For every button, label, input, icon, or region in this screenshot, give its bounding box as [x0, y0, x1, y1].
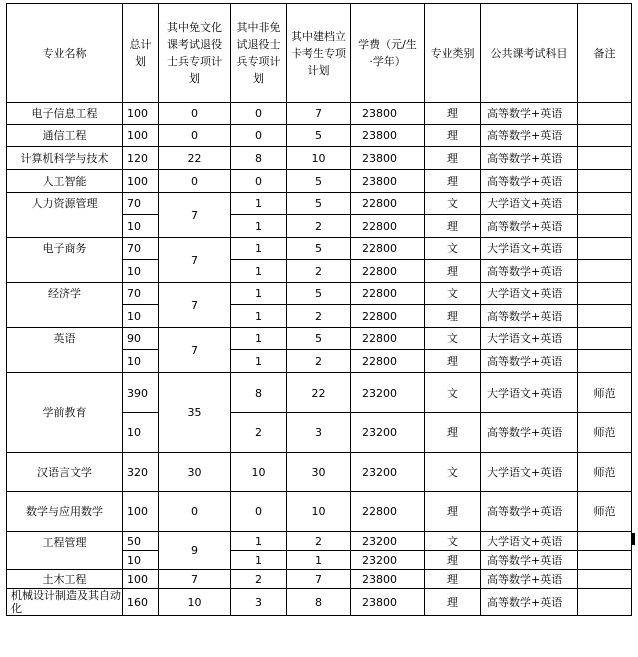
nonexempt-plan: 10: [231, 453, 287, 492]
exempt-plan: 9: [159, 532, 231, 570]
category: 理: [425, 103, 481, 125]
category: 理: [425, 350, 481, 373]
total-plan: 10: [123, 215, 159, 238]
poverty-plan: 10: [287, 492, 351, 532]
table-row: [7, 283, 632, 305]
category: 理: [425, 305, 481, 328]
tuition-fee: 22800: [351, 238, 425, 260]
tuition-fee: 22800: [351, 260, 425, 283]
major-name: 机械设计制造及其自动化: [7, 589, 123, 616]
exempt-plan: 10: [159, 589, 231, 616]
tuition-fee: 22800: [351, 305, 425, 328]
nonexempt-plan: 1: [231, 238, 287, 260]
tuition-fee: 23800: [351, 125, 425, 147]
total-plan: 100: [123, 170, 159, 193]
remark: [578, 238, 632, 260]
poverty-plan: 5: [287, 125, 351, 147]
major-name: 数学与应用数学: [7, 492, 123, 532]
nonexempt-plan: 1: [231, 305, 287, 328]
header-category: 专业类别: [425, 4, 481, 103]
major-name: 人工智能: [7, 170, 123, 193]
exam-subjects: 大学语文+英语: [481, 193, 578, 215]
header-total: 总计划: [123, 4, 159, 103]
total-plan: 70: [123, 238, 159, 260]
total-plan: 10: [123, 350, 159, 373]
major-name: 电子商务: [7, 238, 123, 283]
remark: [578, 328, 632, 350]
poverty-plan: 7: [287, 570, 351, 589]
table-row: [7, 589, 632, 616]
tuition-fee: 23200: [351, 373, 425, 413]
total-plan: 50: [123, 532, 159, 551]
category: 理: [425, 147, 481, 170]
total-plan: 100: [123, 492, 159, 532]
category: 理: [425, 215, 481, 238]
remark: [578, 350, 632, 373]
remark: [578, 260, 632, 283]
exempt-plan: 30: [159, 453, 231, 492]
nonexempt-plan: 1: [231, 551, 287, 570]
tuition-fee: 22800: [351, 492, 425, 532]
poverty-plan: 2: [287, 260, 351, 283]
header-exempt: 其中免文化课考试退役士兵专项计划: [159, 4, 231, 103]
nonexempt-plan: 1: [231, 215, 287, 238]
category: 文: [425, 373, 481, 413]
category: 理: [425, 125, 481, 147]
exam-subjects: 高等数学+英语: [481, 103, 578, 125]
category: 理: [425, 570, 481, 589]
poverty-plan: 1: [287, 551, 351, 570]
total-plan: 320: [123, 453, 159, 492]
exempt-plan: 7: [159, 283, 231, 328]
table-row: [7, 453, 632, 492]
exam-subjects: 大学语文+英语: [481, 532, 578, 551]
tuition-fee: 22800: [351, 215, 425, 238]
tuition-fee: 22800: [351, 283, 425, 305]
nonexempt-plan: 1: [231, 283, 287, 305]
exam-subjects: 高等数学+英语: [481, 147, 578, 170]
category: 理: [425, 492, 481, 532]
poverty-plan: 7: [287, 103, 351, 125]
poverty-plan: 2: [287, 305, 351, 328]
nonexempt-plan: 1: [231, 193, 287, 215]
exam-subjects: 高等数学+英语: [481, 413, 578, 453]
total-plan: 70: [123, 283, 159, 305]
exempt-plan: 7: [159, 570, 231, 589]
tuition-fee: 23800: [351, 570, 425, 589]
table-row: [7, 373, 632, 413]
poverty-plan: 30: [287, 453, 351, 492]
major-name: 汉语言文学: [7, 453, 123, 492]
tuition-fee: 22800: [351, 328, 425, 350]
total-plan: 10: [123, 413, 159, 453]
total-plan: 10: [123, 551, 159, 570]
exam-subjects: 大学语文+英语: [481, 373, 578, 413]
total-plan: 120: [123, 147, 159, 170]
category: 理: [425, 413, 481, 453]
total-plan: 70: [123, 193, 159, 215]
exam-subjects: 高等数学+英语: [481, 215, 578, 238]
table-row: [7, 238, 632, 260]
exempt-plan: 0: [159, 125, 231, 147]
tuition-fee: 23200: [351, 413, 425, 453]
poverty-plan: 5: [287, 238, 351, 260]
major-name: 学前教育: [7, 373, 123, 453]
poverty-plan: 8: [287, 589, 351, 616]
exam-subjects: 高等数学+英语: [481, 350, 578, 373]
total-plan: 10: [123, 305, 159, 328]
exam-subjects: 大学语文+英语: [481, 238, 578, 260]
major-name: 英语: [7, 328, 123, 373]
poverty-plan: 3: [287, 413, 351, 453]
poverty-plan: 2: [287, 532, 351, 551]
exempt-plan: 7: [159, 193, 231, 238]
nonexempt-plan: 0: [231, 103, 287, 125]
header-remark: 备注: [578, 4, 632, 103]
major-name: 计算机科学与技术: [7, 147, 123, 170]
total-plan: 90: [123, 328, 159, 350]
remark: 师范: [578, 413, 632, 453]
total-plan: 100: [123, 125, 159, 147]
table-row: [7, 492, 632, 532]
major-name: 土木工程: [7, 570, 123, 589]
remark: [578, 589, 632, 616]
exam-subjects: 大学语文+英语: [481, 328, 578, 350]
tuition-fee: 23200: [351, 551, 425, 570]
remark: [578, 305, 632, 328]
nonexempt-plan: 2: [231, 413, 287, 453]
poverty-plan: 2: [287, 215, 351, 238]
remark: [578, 103, 632, 125]
tuition-fee: 22800: [351, 193, 425, 215]
exempt-plan: 7: [159, 238, 231, 283]
header-nonexempt: 其中非免试退役士兵专项计划: [231, 4, 287, 103]
header-major: 专业名称: [7, 4, 123, 103]
major-name: 电子信息工程: [7, 103, 123, 125]
remark: 师范: [578, 492, 632, 532]
table-row: [7, 103, 632, 125]
exam-subjects: 高等数学+英语: [481, 125, 578, 147]
major-name: 人力资源管理: [7, 193, 123, 238]
nonexempt-plan: 2: [231, 570, 287, 589]
poverty-plan: 5: [287, 328, 351, 350]
header-subjects: 公共课考试科目: [481, 4, 578, 103]
exam-subjects: 高等数学+英语: [481, 260, 578, 283]
tuition-fee: 22800: [351, 350, 425, 373]
exempt-plan: 0: [159, 492, 231, 532]
header-fee: 学费（元/生 ·学年）: [351, 4, 425, 103]
category: 理: [425, 260, 481, 283]
header-poverty: 其中建档立卡考生专项计划: [287, 4, 351, 103]
tuition-fee: 23800: [351, 170, 425, 193]
major-name: 工程管理: [7, 532, 123, 570]
poverty-plan: 22: [287, 373, 351, 413]
nonexempt-plan: 1: [231, 328, 287, 350]
remark: [578, 532, 632, 551]
remark: [578, 283, 632, 305]
total-plan: 100: [123, 570, 159, 589]
total-plan: 390: [123, 373, 159, 413]
remark: 师范: [578, 453, 632, 492]
category: 文: [425, 193, 481, 215]
category: 文: [425, 532, 481, 551]
exempt-plan: 7: [159, 328, 231, 373]
tuition-fee: 23800: [351, 147, 425, 170]
table-row: [7, 170, 632, 193]
exam-subjects: 大学语文+英语: [481, 283, 578, 305]
nonexempt-plan: 8: [231, 373, 287, 413]
exam-subjects: 高等数学+英语: [481, 170, 578, 193]
exempt-plan: 22: [159, 147, 231, 170]
nonexempt-plan: 0: [231, 492, 287, 532]
remark: [578, 170, 632, 193]
remark: [578, 551, 632, 570]
table-row: [7, 532, 632, 551]
table-row: [7, 147, 632, 170]
table-row: [7, 570, 632, 589]
exempt-plan: 0: [159, 103, 231, 125]
table-row: [7, 328, 632, 350]
nonexempt-plan: 0: [231, 170, 287, 193]
remark: [578, 147, 632, 170]
edge-mark: [632, 533, 635, 545]
nonexempt-plan: 3: [231, 589, 287, 616]
tuition-fee: 23200: [351, 453, 425, 492]
remark: [578, 193, 632, 215]
nonexempt-plan: 1: [231, 260, 287, 283]
tuition-fee: 23800: [351, 103, 425, 125]
category: 文: [425, 238, 481, 260]
enrollment-plan-table: [6, 3, 632, 616]
poverty-plan: 5: [287, 193, 351, 215]
total-plan: 10: [123, 260, 159, 283]
exam-subjects: 高等数学+英语: [481, 570, 578, 589]
exam-subjects: 高等数学+英语: [481, 492, 578, 532]
remark: [578, 215, 632, 238]
exam-subjects: 高等数学+英语: [481, 589, 578, 616]
exam-subjects: 大学语文+英语: [481, 453, 578, 492]
nonexempt-plan: 8: [231, 147, 287, 170]
nonexempt-plan: 1: [231, 532, 287, 551]
exam-subjects: 高等数学+英语: [481, 305, 578, 328]
major-name: 通信工程: [7, 125, 123, 147]
category: 文: [425, 453, 481, 492]
table-row: [7, 193, 632, 215]
poverty-plan: 10: [287, 147, 351, 170]
header-row: [7, 4, 632, 103]
poverty-plan: 5: [287, 283, 351, 305]
nonexempt-plan: 0: [231, 125, 287, 147]
exam-subjects: 高等数学+英语: [481, 551, 578, 570]
poverty-plan: 2: [287, 350, 351, 373]
category: 文: [425, 328, 481, 350]
poverty-plan: 5: [287, 170, 351, 193]
tuition-fee: 23800: [351, 589, 425, 616]
tuition-fee: 23200: [351, 532, 425, 551]
category: 理: [425, 170, 481, 193]
total-plan: 100: [123, 103, 159, 125]
exempt-plan: 35: [159, 373, 231, 453]
remark: [578, 570, 632, 589]
remark: 师范: [578, 373, 632, 413]
category: 理: [425, 551, 481, 570]
total-plan: 160: [123, 589, 159, 616]
major-name: 经济学: [7, 283, 123, 328]
nonexempt-plan: 1: [231, 350, 287, 373]
category: 文: [425, 283, 481, 305]
exempt-plan: 0: [159, 170, 231, 193]
category: 理: [425, 589, 481, 616]
table-row: [7, 125, 632, 147]
remark: [578, 125, 632, 147]
